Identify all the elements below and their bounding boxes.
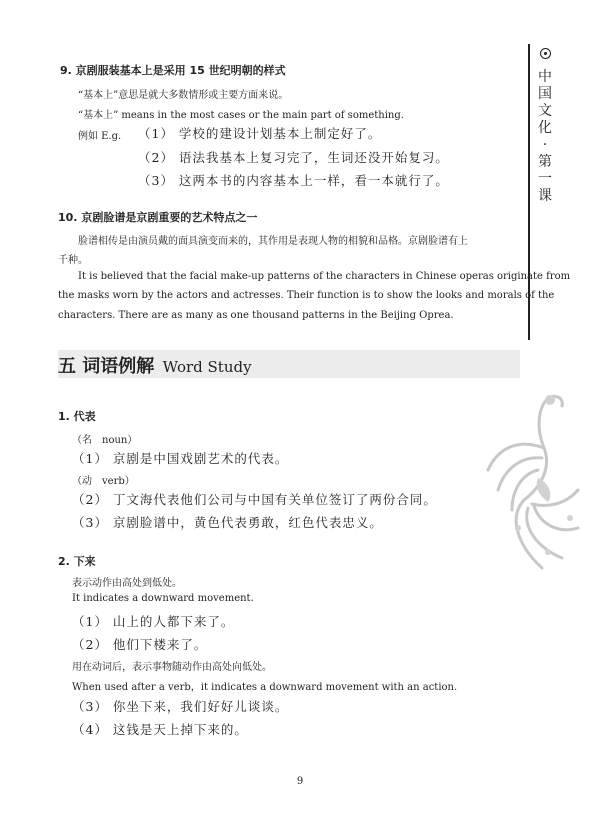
side-char: 国 — [538, 86, 552, 102]
word2-example: （3） 你坐下来，我们好好儿谈谈。 — [72, 699, 289, 714]
word2-desc-en: It indicates a downward movement. — [72, 593, 254, 604]
word1-example: （2） 丁文海代表他们公司与中国有关单位签订了两份合同。 — [72, 492, 437, 507]
bullet-circle-icon — [540, 48, 551, 59]
word1-heading: 1. 代表 — [58, 410, 96, 423]
item9-note-en: “基本上” means in the most cases or the main part of something. — [78, 110, 404, 121]
item10-zh-line: 脸谱相传是由演员戴的面具演变而来的，其作用是表现人物的相貌和品格。京剧脸谱有上 — [78, 236, 468, 247]
phoenix-decoration-icon — [478, 378, 586, 578]
word2-desc2-zh: 用在动词后，表示事物随动作由高处向低处。 — [72, 662, 272, 673]
word1-example: （3） 京剧脸谱中，黄色代表勇敢，红色代表忠义。 — [72, 515, 383, 530]
word2-heading: 2. 下来 — [58, 555, 96, 568]
side-char: 化 — [538, 120, 552, 136]
section-title-zh: 五 词语例解 — [58, 356, 155, 377]
item9-example: （1） 学校的建设计划基本上制定好了。 — [138, 126, 382, 141]
word1-pos: （动 verb） — [72, 476, 135, 487]
item10-en-line: It is believed that the facial make-up patterns of the characters in Chinese operas originate from — [78, 271, 571, 282]
item9-eg-label: 例如 E.g. — [78, 131, 122, 142]
word2-desc2-en: When used after a verb，it indicates a downward movement with an action. — [72, 682, 458, 693]
side-char: 中 — [538, 69, 552, 85]
side-char: 一 — [538, 171, 552, 187]
item10-en-line: the masks worn by the actors and actresses. Their function is to show the looks and morals of the — [58, 290, 555, 301]
item10-en-line: characters. There are as many as one thousand patterns in the Beijing Oprea. — [58, 310, 454, 321]
item10-zh-line: 千种。 — [58, 255, 88, 266]
word2-example: （4） 这钱是天上掉下来的。 — [72, 722, 248, 737]
word2-example: （1） 山上的人都下来了。 — [72, 614, 235, 629]
word1-pos: （名 noun） — [72, 435, 138, 446]
section-title-en: Word Study — [162, 358, 252, 376]
side-char: 文 — [538, 103, 552, 119]
word2-desc-zh: 表示动作由高处到低处。 — [72, 578, 182, 589]
item9-note-zh: “基本上”意思是就大多数情形或主要方面来说。 — [78, 90, 289, 101]
chapter-side-title — [534, 48, 556, 205]
side-char: 课 — [538, 188, 552, 204]
word2-example: （2） 他们下楼来了。 — [72, 637, 208, 652]
item9-example: （3） 这两本书的内容基本上一样，看一本就行了。 — [138, 173, 449, 188]
section-title — [58, 352, 252, 378]
word1-example: （1） 京剧是中国戏剧艺术的代表。 — [72, 451, 289, 466]
page-number: 9 — [296, 776, 304, 787]
item9-heading: 9. 京剧服装基本上是采用 15 世纪明朝的样式 — [60, 64, 286, 77]
item9-example: （2） 语法我基本上复习完了，生词还没开始复习。 — [138, 150, 449, 165]
item10-heading: 10. 京剧脸谱是京剧重要的艺术特点之一 — [58, 211, 258, 224]
side-char: · — [542, 137, 548, 153]
side-char: 第 — [538, 154, 552, 170]
